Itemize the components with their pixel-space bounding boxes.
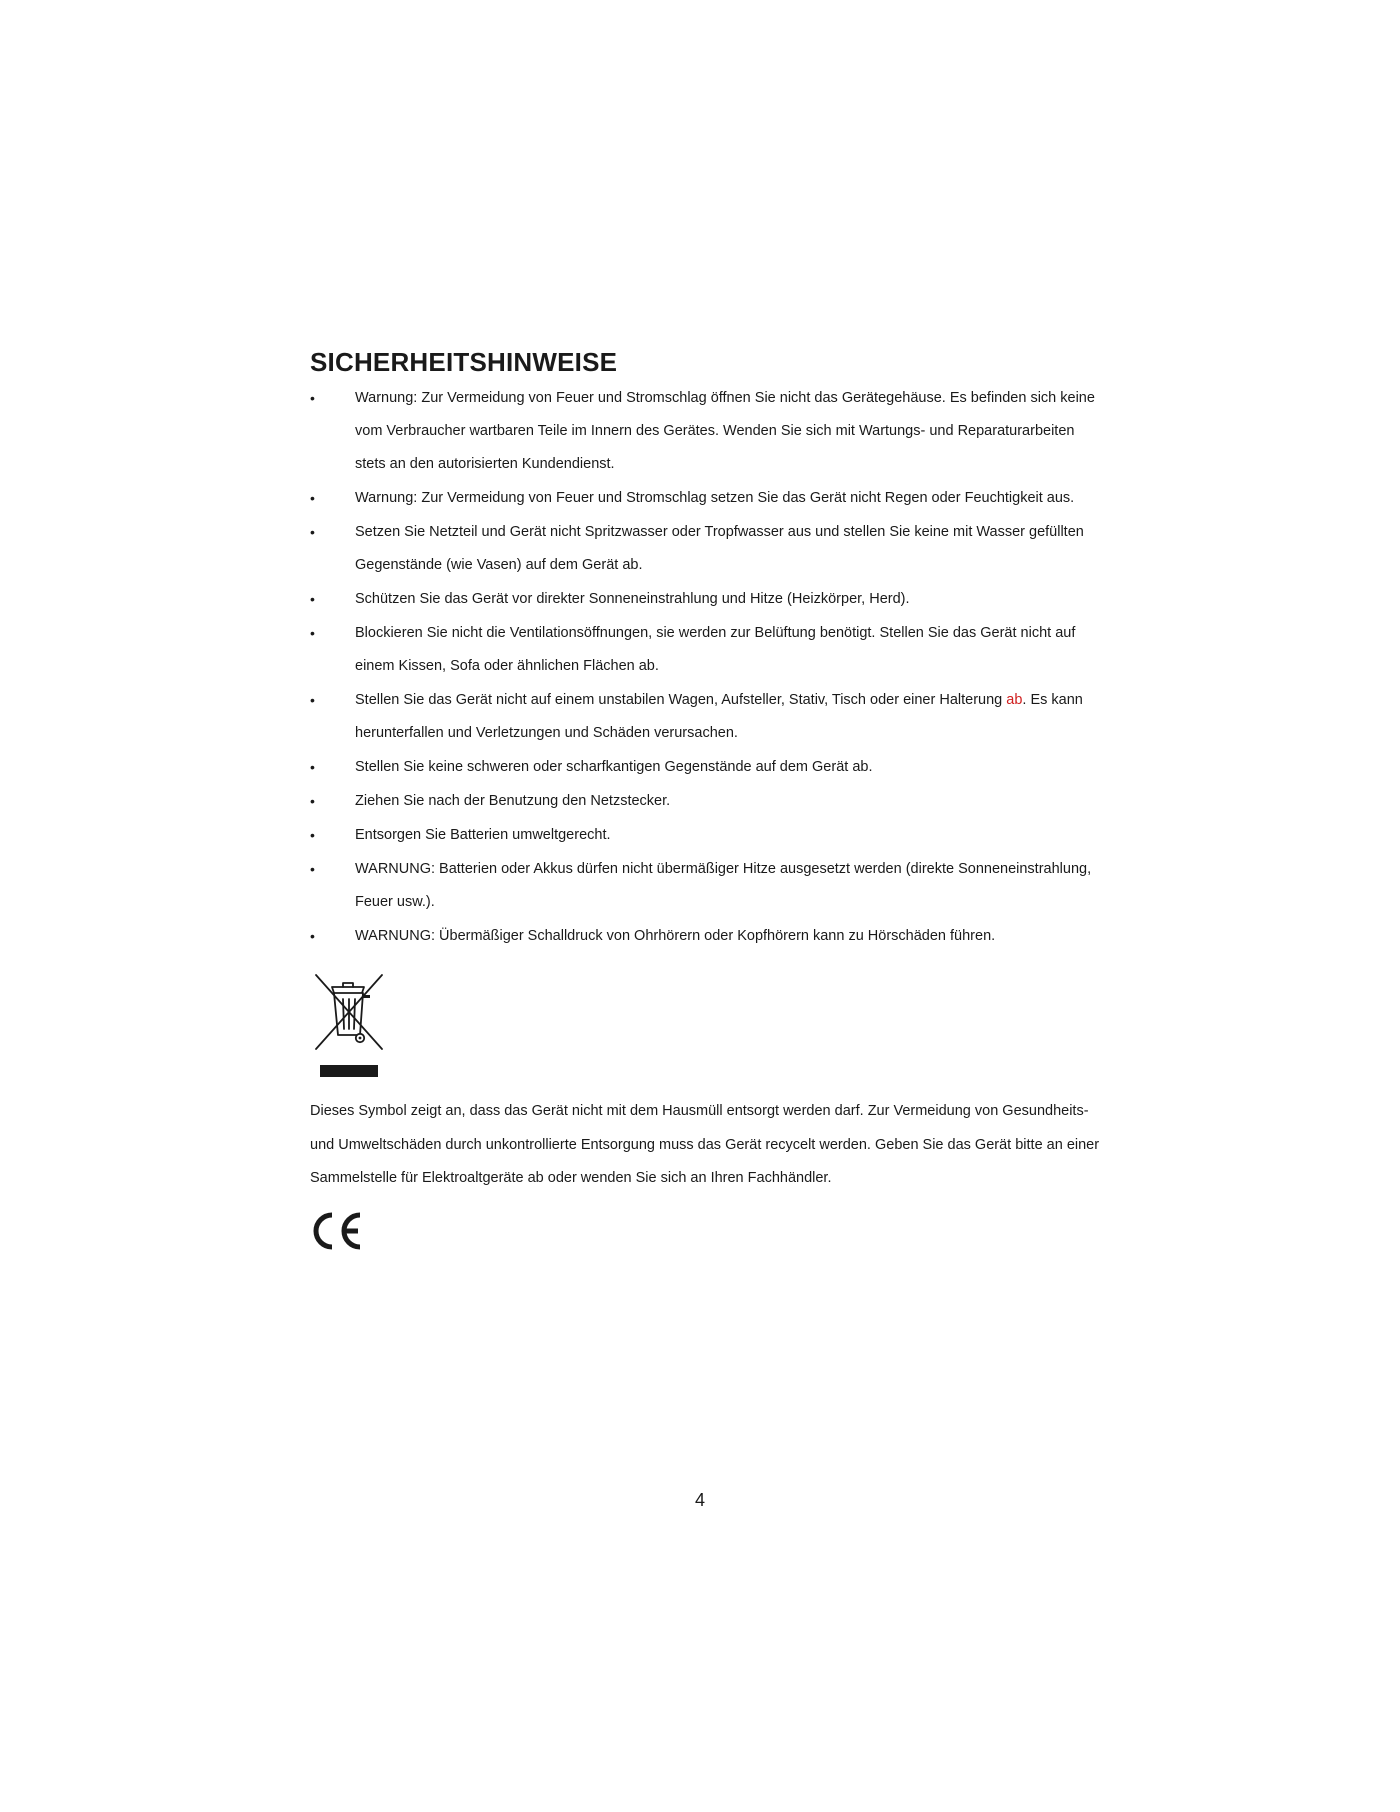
list-item: [310, 516, 1100, 582]
list-item: [310, 819, 1100, 852]
disposal-paragraph: Dieses Symbol zeigt an, dass das Gerät nicht mit dem Hausmüll entsorgt werden darf. Zur Vermeidung von Gesundheits- und Umweltschäden durch unkontrollierte Entsorgung muss das Gerät recycelt werden. Geben Sie das Gerät bitte an einer Sammelstelle für Elektroaltgeräte ab oder wenden Sie sich an Ihren Fachhändler.: [310, 1103, 1100, 1186]
safety-list: [310, 382, 1100, 953]
crossed-out-wheelie-bin-icon: [310, 971, 386, 1081]
list-item: [310, 785, 1100, 818]
text-segment: . Es kann herunterfallen und Verletzungen und Schäden verursachen.: [355, 692, 1083, 741]
list-item-text: [355, 692, 1083, 741]
list-item: [310, 482, 1100, 515]
list-item-text: WARNUNG: Übermäßiger Schalldruck von Ohrhörern oder Kopfhörern kann zu Hörschäden führen.: [355, 928, 996, 944]
list-item: [310, 853, 1100, 919]
page-number: 4: [694, 1490, 705, 1510]
bullet: •: [310, 827, 315, 843]
list-item-text: Ziehen Sie nach der Benutzung den Netzstecker.: [355, 793, 671, 809]
bullet: •: [310, 928, 315, 944]
list-item-text: Warnung: Zur Vermeidung von Feuer und Stromschlag setzen Sie das Gerät nicht Regen oder Feuchtigkeit aus.: [355, 490, 1075, 506]
list-item: [310, 684, 1100, 750]
list-item: [310, 583, 1100, 616]
bullet: •: [310, 692, 315, 708]
bullet: •: [310, 625, 315, 641]
list-item-text: Setzen Sie Netzteil und Gerät nicht Spritzwasser oder Tropfwasser aus und stellen Sie keine mit Wasser gefüllten Gegenstände (wie Vasen) auf dem Gerät ab.: [355, 524, 1084, 573]
list-item-text: WARNUNG: Batterien oder Akkus dürfen nicht übermäßiger Hitze ausgesetzt werden (direkte Sonneneinstrahlung, Feuer usw.).: [355, 861, 1092, 910]
bullet: •: [310, 861, 315, 877]
bullet: •: [310, 524, 315, 540]
list-item-text: Schützen Sie das Gerät vor direkter Sonneneinstrahlung und Hitze (Heizkörper, Herd).: [355, 591, 910, 607]
list-item: [310, 617, 1100, 683]
list-item-text: Entsorgen Sie Batterien umweltgerecht.: [355, 827, 611, 843]
text-segment: Stellen Sie das Gerät nicht auf einem unstabilen Wagen, Aufsteller, Stativ, Tisch oder einer Halterung: [355, 692, 1007, 708]
list-item-text: Blockieren Sie nicht die Ventilationsöffnungen, sie werden zur Belüftung benötigt. Stellen Sie das Gerät nicht auf einem Kissen, Sofa oder ähnlichen Flächen ab.: [355, 625, 1076, 674]
list-item: [310, 382, 1100, 481]
page-title: SICHERHEITSHINWEISE: [310, 347, 618, 377]
list-item: [310, 920, 1100, 953]
highlighted-word: ab: [1006, 692, 1023, 708]
list-item-text: Warnung: Zur Vermeidung von Feuer und Stromschlag öffnen Sie nicht das Gerätegehäuse. Es befinden sich keine vom Verbraucher wartbaren Teile im Innern des Gerätes. Wenden Sie sich mit Wartungs- und Reparaturarbeiten stets an den autorisierten Kundendienst.: [355, 390, 1095, 472]
list-item-text: Stellen Sie keine schweren oder scharfkantigen Gegenstände auf dem Gerät ab.: [355, 759, 873, 775]
list-item: [310, 751, 1100, 784]
page-content: [310, 347, 1100, 1252]
bullet: •: [310, 759, 315, 775]
bullet: •: [310, 591, 315, 607]
bullet: •: [310, 490, 315, 506]
ce-mark-icon: [310, 1210, 366, 1252]
bullet: •: [310, 793, 315, 809]
bullet: •: [310, 390, 315, 406]
